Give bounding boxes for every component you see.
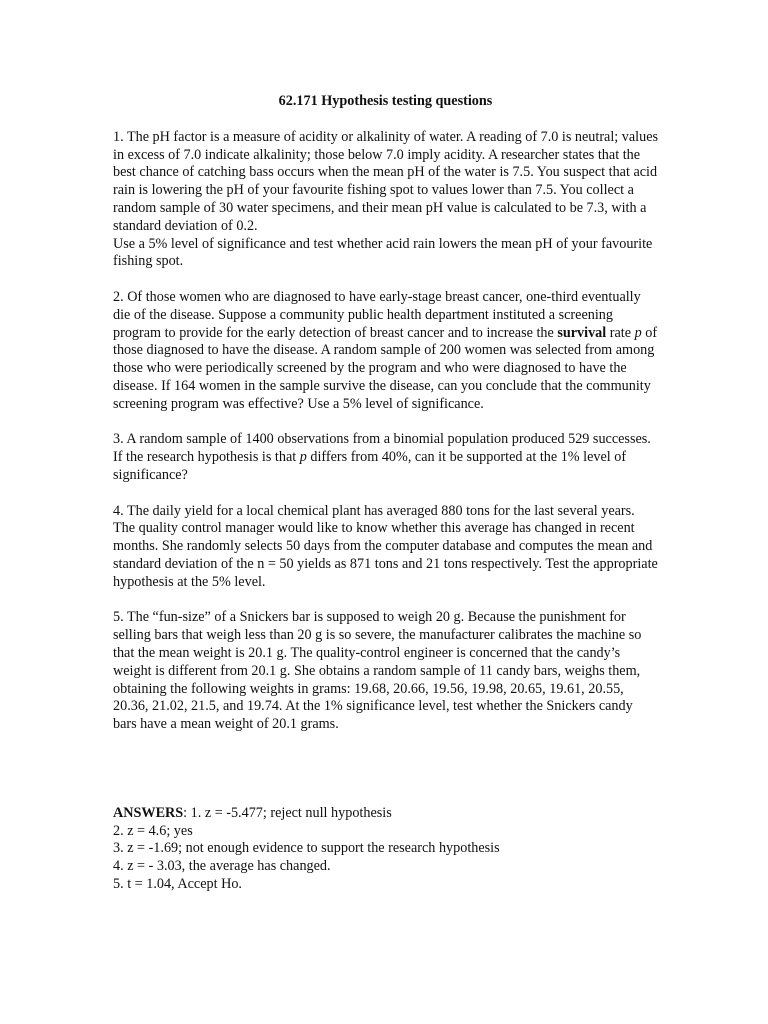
question-1-text [113, 129, 658, 236]
question-2-body-a: Of those women who are diagnosed to have early-stage breast cancer, one-third eventually die of the disease. Suppose a community public health department instituted a screening program to provide for the early detection of breast cancer and to increase the [113, 288, 641, 341]
answer-4: 4. z = - 3.03, the average has changed. [113, 858, 331, 875]
document-title: 62.171 Hypothesis testing questions [278, 93, 493, 109]
answer-5: 5. t = 1.04, Accept Ho. [113, 876, 242, 893]
answer-line-1 [113, 805, 658, 823]
answer-3: 3. z = -1.69; not enough evidence to support the research hypothesis [113, 840, 500, 857]
question-2-body-c: of those diagnosed to have the disease. A random sample of 200 women was selected from among those who were periodically screened by the program and who were diagnosed to have the disease. If 164 women in the sample survive the disease, can you conclude that the community screening program was effective? Use a 5% level of significance. [113, 324, 658, 412]
question-5-body: The “fun-size” of a Snickers bar is supposed to weigh 20 g. Because the punishment for selling bars that weigh less than 20 g is so severe, the manufacturer calibrates the machine so that the mean weight is 20.1 g. The quality-control engineer is concerned that the candy’s weight is different from 20.1 g. She obtains a random sample of 11 candy bars, weighs them, obtaining the following weights in grams: 19.68, 20.66, 19.56, 19.98, 20.65, 19.61, 20.55, 20.36, 21.02, 21.5, and 19.74. At the 1% significance level, test whether the Snickers candy bars have a mean weight of 20.1 grams. [113, 609, 642, 733]
question-2 [113, 289, 658, 414]
question-2-number: 2. [113, 288, 124, 305]
question-5 [113, 609, 658, 734]
answers-section [113, 805, 658, 894]
question-2-bold-word: survival [557, 324, 607, 341]
question-2-text [113, 289, 658, 414]
question-4-text [113, 503, 658, 592]
document-page [113, 93, 658, 894]
question-3-number: 3. [113, 431, 124, 448]
question-3-text [113, 431, 658, 484]
question-5-number: 5. [113, 609, 124, 626]
question-4-number: 4. [113, 502, 124, 519]
question-2-body-b: rate [606, 324, 635, 341]
question-3-body-b: differs from 40%, can it be supported at the 1% level of significance? [113, 449, 627, 483]
answers-label: ANSWERS [113, 804, 184, 821]
question-3-body-a: A random sample of 1400 observations from a binomial population produced 529 successes. If the research hypothesis is that [113, 431, 651, 466]
question-4 [113, 503, 658, 592]
answer-1: : 1. z = -5.477; reject null hypothesis [183, 804, 392, 821]
question-4-body: The daily yield for a local chemical plant has averaged 880 tons for the last several years. The quality control manager would like to know whether this average has changed in recent months. She randomly selects 50 days from the computer database and computes the mean and standard deviation of the n = 50 yields as 871 tons and 21 tons respectively. Test the appropriate hypothesis at the 5% level. [113, 502, 658, 590]
question-5-text [113, 609, 658, 734]
question-1 [113, 129, 658, 271]
question-3-ital-word: p [299, 449, 307, 466]
question-1-body: The pH factor is a measure of acidity or alkalinity of water. A reading of 7.0 is neutral; values in excess of 7.0 indicate alkalinity; those below 7.0 imply acidity. A researcher states that the best chance of catching bass occurs when the mean pH of the water is 7.5. You suspect that acid rain is lowering the pH of your favourite fishing spot to values lower than 7.5. You collect a random sample of 30 water specimens, and their mean pH value is calculated to be 7.3, with a standard deviation of 0.2. [113, 128, 659, 234]
question-3 [113, 431, 658, 484]
question-2-ital-word: p [634, 324, 642, 341]
answer-2: 2. z = 4.6; yes [113, 822, 193, 839]
question-1-instruction: Use a 5% level of significance and test whether acid rain lowers the mean pH of your favourite fishing spot. [113, 235, 653, 270]
question-1-number: 1. [113, 128, 124, 145]
